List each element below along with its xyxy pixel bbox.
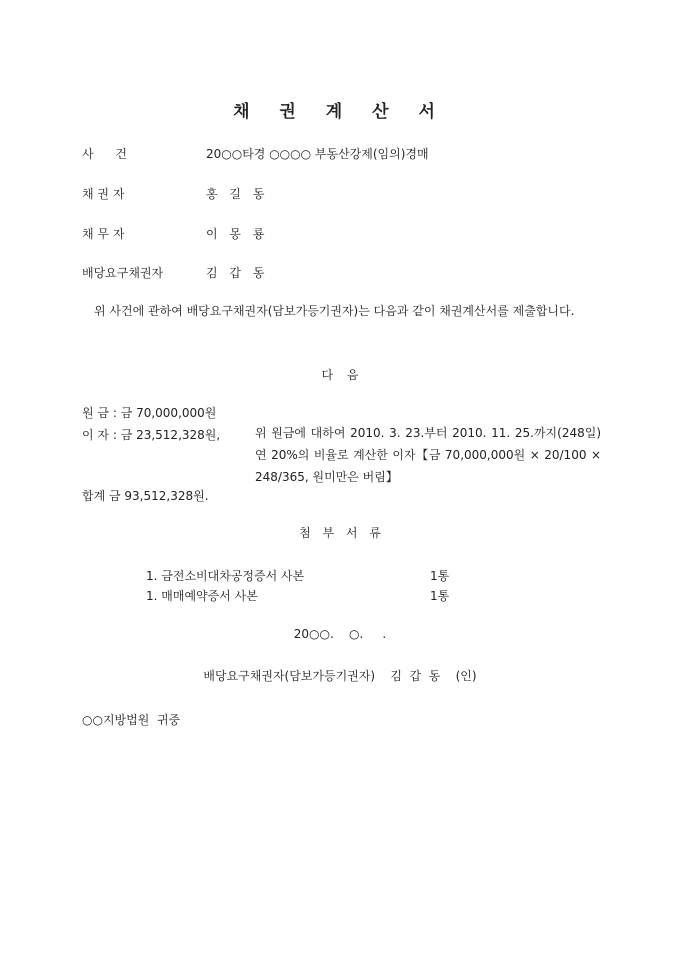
signature-line: 배당요구채권자(담보가등기권자) 김 갑 동 (인) [203,669,477,683]
document-date: 20○○. ○. . [293,627,387,641]
heading-da-eum: 다 음 [321,368,359,382]
document-title: 채 권 계 산 서 [233,102,447,122]
claimant-label: 배당요구채권자 [82,266,164,280]
claimant-value: 김 갑 동 [206,266,265,280]
principal-line: 원 금 : 금 70,000,000원 [82,406,217,420]
attachment-item: 1. 금전소비대차공정증서 사본 [146,569,305,583]
case-label: 사 건 [82,147,127,161]
attachments-heading: 첨 부 서 류 [299,526,381,540]
interest-line: 이 자 : 금 23,512,328원, [82,428,221,442]
attachment-qty: 1통 [430,569,450,583]
intro-paragraph: 위 사건에 관하여 배당요구채권자(담보가등기권자)는 다음과 같이 채권계산서를 제출합니다. [94,304,575,318]
court-addressee: ○○지방법원 귀중 [82,713,181,727]
attachment-qty: 1통 [430,589,450,603]
interest-description: 위 원금에 대하여 2010. 3. 23.부터 2010. 11. 25.까지(248일) 연 20%의 비율로 계산한 이자【금 70,000,000원 × 20/100 × 248/365, 원미만은 버림】 [255,426,601,484]
debtor-value: 이 몽 룡 [206,227,265,241]
debtor-label: 채 무 자 [82,227,125,241]
creditor-value: 홍 길 동 [206,187,265,201]
creditor-label: 채 권 자 [82,187,125,201]
total-line: 합계 금 93,512,328원. [82,489,209,503]
attachment-item: 1. 매매예약증서 사본 [146,589,258,603]
case-value: 20○○타경 ○○○○ 부동산강제(임의)경매 [206,147,429,161]
